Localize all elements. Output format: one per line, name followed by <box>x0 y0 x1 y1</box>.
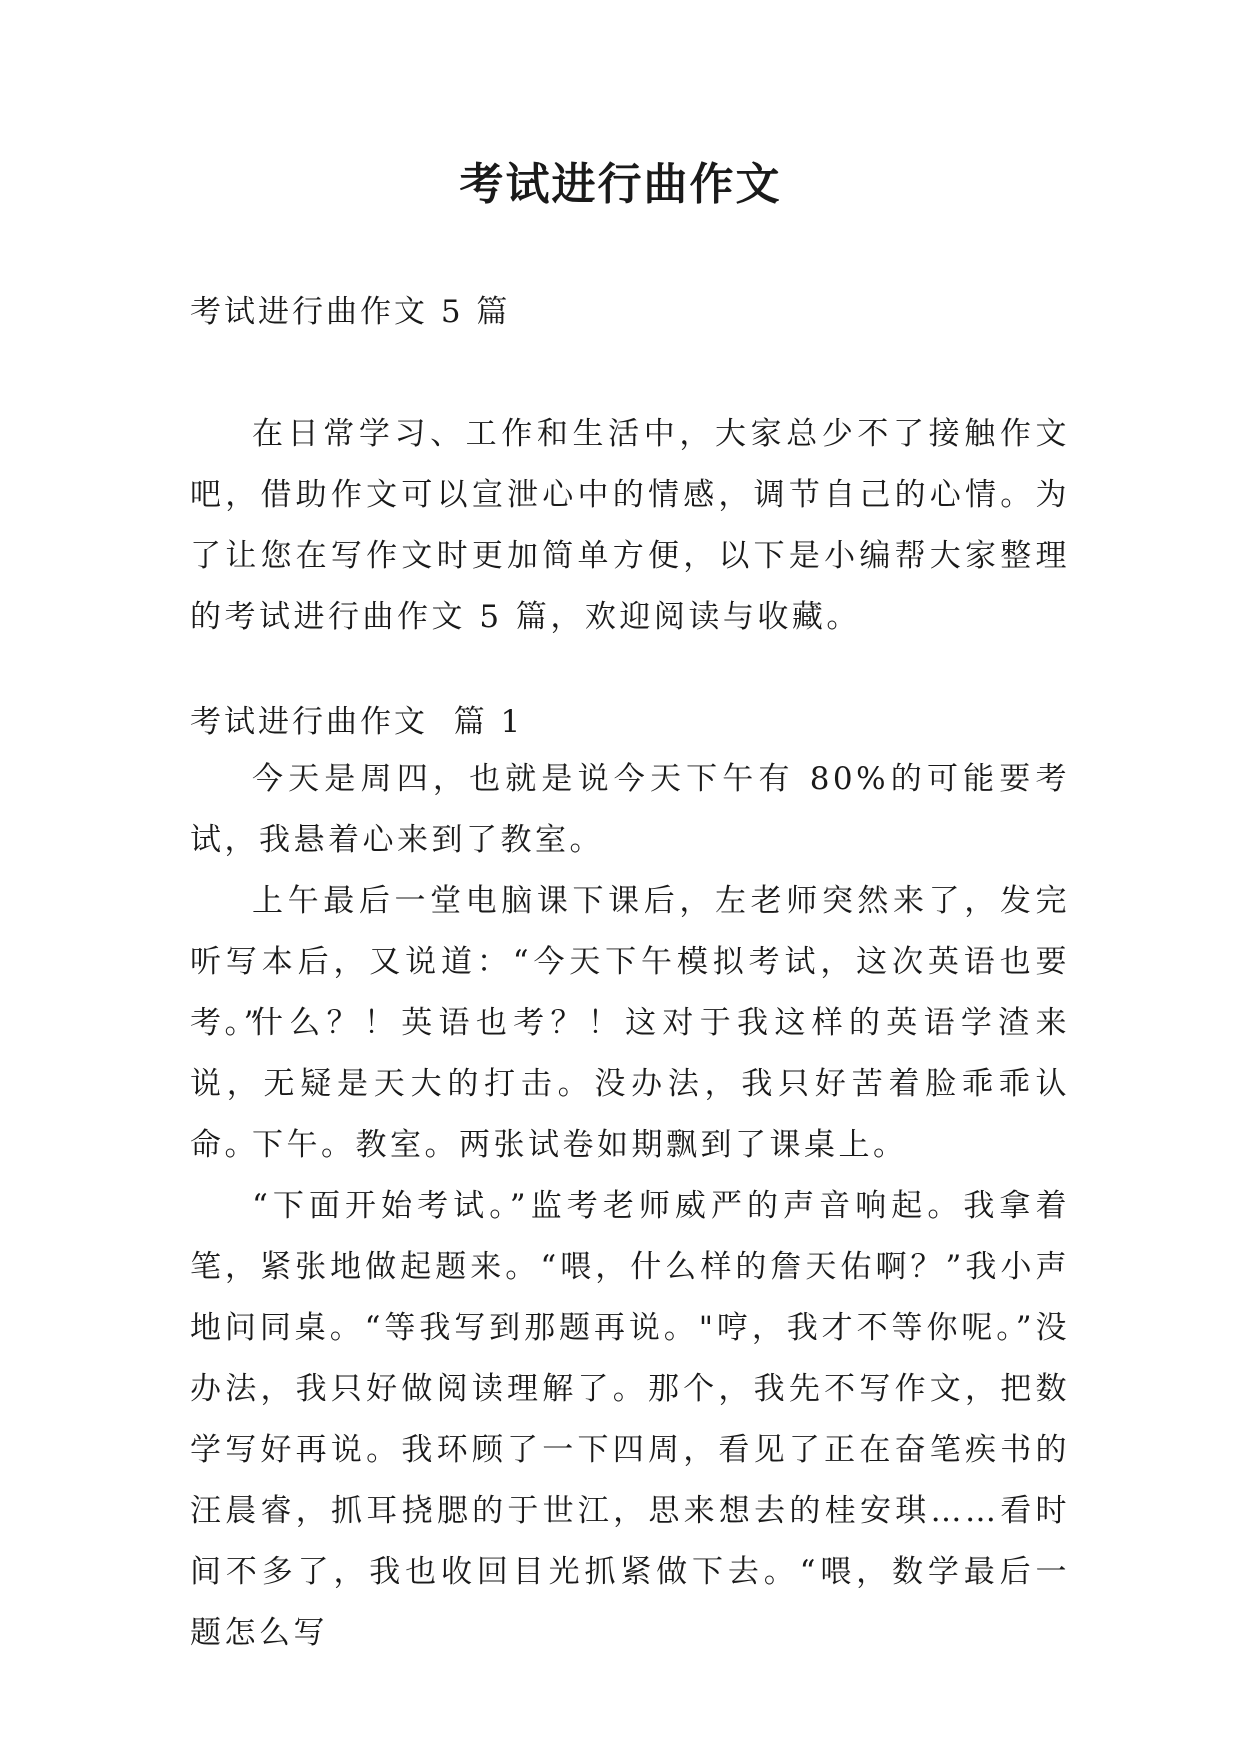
body-paragraph: “下面开始考试。”监考老师威严的声音响起。我拿着笔，紧张地做起题来。“喂，什么样的詹天佑啊？”我小声地问同桌。“等我写到那题再说。"哼，我才不等你呢。”没办法，我只好做阅读理解了。那个，我先不写作文，把数学写好再说。我环顾了一下四周，看见了正在奋笔疾书的汪晨睿，抓耳挠腮的于世江，思来想去的桂安琪……看时间不多了，我也收回目光抓紧做下去。“喂，数学最后一题怎么写 <box>190 1188 1070 1651</box>
body-paragraph: 今天是周四，也就是说今天下午有 80%的可能要考试，我悬着心来到了教室。 <box>190 761 1070 858</box>
body-paragraph: 下午。教室。两张试卷如期飘到了课桌上。 <box>252 1127 908 1163</box>
body-paragraph: 上午最后一堂电脑课下课后，左老师突然来了，发完听写本后，又说道：“今天下午模拟考试，这次英语也要考。” <box>190 883 1070 1041</box>
body-paragraph: 什么？！英语也考？！这对于我这样的英语学渣来说，无疑是天大的打击。没办法，我只好苦着脸乖乖认命。 <box>190 1005 1070 1163</box>
document-title: 考试进行曲作文 <box>459 159 782 210</box>
section-heading: 考试进行曲作文 篇 1 <box>190 704 524 740</box>
document-subtitle: 考试进行曲作文 5 篇 <box>190 294 511 330</box>
intro-paragraph: 在日常学习、工作和生活中，大家总少不了接触作文吧，借助作文可以宣泄心中的情感，调节自己的心情。为了让您在写作文时更加简单方便，以下是小编帮大家整理的考试进行曲作文 5 篇，欢迎阅读与收藏。 <box>190 416 1070 635</box>
